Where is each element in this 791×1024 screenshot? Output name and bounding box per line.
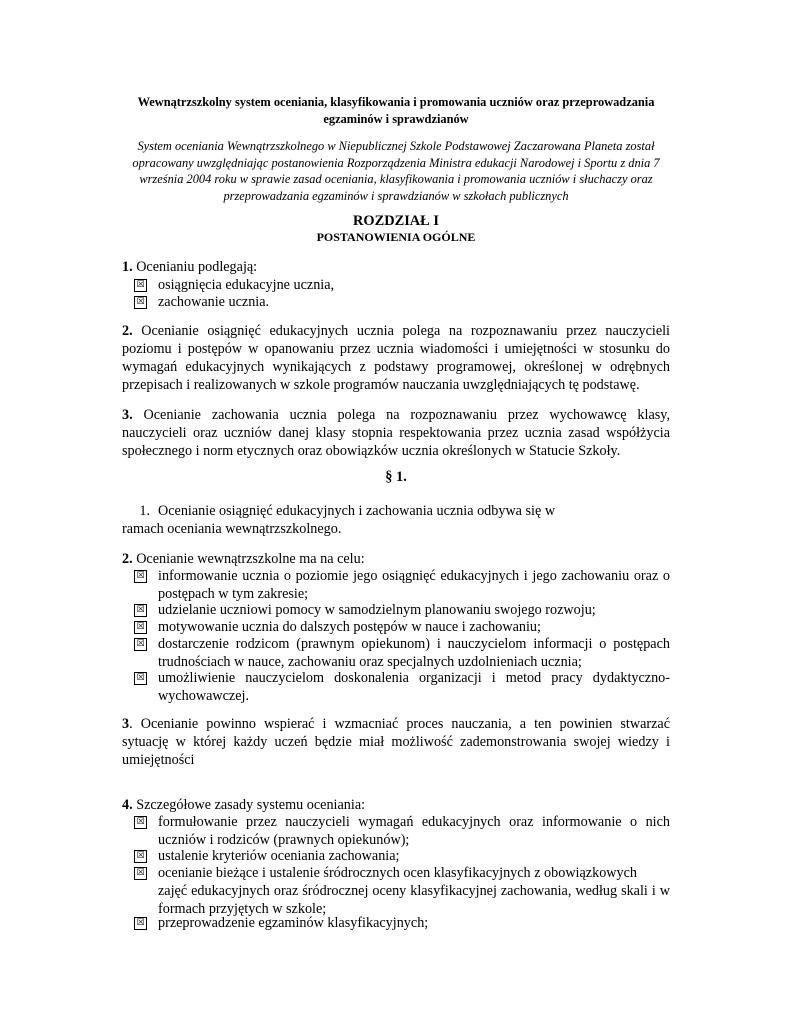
point-1 <box>122 502 670 538</box>
text-line: wymagań edukacyjnych wynikających z podstawy programowej, określonej w odrębnych <box>122 359 670 375</box>
text-line: formułowanie przez nauczycieli wymagań edukacyjnych oraz informowanie o nich <box>158 814 670 830</box>
text-line: umiejętności <box>122 752 195 768</box>
checkbox-icon: ☒ <box>134 570 147 583</box>
line-text: Ocenianie zachowania ucznia polega na rozpoznawaniu przez wychowawcę klasy, <box>132 407 670 423</box>
point-3 <box>122 715 670 769</box>
checkbox-icon: ☒ <box>134 621 147 634</box>
text-line: sytuację w której każdy uczeń będzie miał możliwość zademonstrowania swojej wiedzy i <box>122 734 670 750</box>
checkbox-icon: ☒ <box>134 917 147 930</box>
section-number: 2. <box>122 323 133 339</box>
section-text: Ocenianiu podlegają: <box>132 259 258 275</box>
list-item-text <box>158 669 670 705</box>
list-item-text: udzielanie uczniowi pomocy w samodzielnym planowaniu swojego rozwoju; <box>158 602 596 618</box>
checkbox-icon: ☒ <box>134 604 147 617</box>
list-item-text: motywowanie ucznia do dalszych postępów w nauce i zachowaniu; <box>158 619 541 635</box>
text-line: trudnościach w nauce, zachowaniu oraz specjalnych uzdolnieniach ucznia; <box>158 654 582 670</box>
point-number: 1. <box>139 503 150 519</box>
text-line: społecznego i norm etycznych oraz obowiązków ucznia określonych w Statucie Szkoły. <box>122 443 621 459</box>
point-2-heading <box>122 550 670 568</box>
text-line <box>122 322 670 340</box>
list-item-text <box>158 813 670 849</box>
section-3 <box>122 406 670 460</box>
title-line: Wewnątrzszkolny system oceniania, klasyfikowania i promowania uczniów oraz przeprowadzania <box>137 95 655 109</box>
section-text: Szczegółowe zasady systemu oceniania: <box>132 797 366 813</box>
text-line <box>122 715 670 733</box>
line-text: Ocenianie osiągnięć edukacyjnych i zachowania ucznia odbywa się w <box>158 503 556 519</box>
chapter-title: ROZDZIAŁ I <box>353 213 439 229</box>
list-item-text <box>158 567 670 603</box>
text-line <box>122 502 670 520</box>
text-line: dostarczenie rodzicom (prawnym opiekunom) i nauczycielom informacji o postępach <box>158 636 670 652</box>
list-item-text: osiągnięcia edukacyjne ucznia, <box>158 277 335 293</box>
text-line: postępach w tym zakresie; <box>158 586 309 602</box>
subtitle-line: opracowany uwzględniając postanowienia Rozporządzenia Ministra edukacji Narodowej i Sportu z dnia 7 <box>132 155 660 170</box>
text-line: poziomu i postępów w opanowaniu przez ucznia wiadomości i umiejętności w stosunku do <box>122 341 670 357</box>
section-number: 1. <box>122 259 133 275</box>
section-number: 3. <box>122 407 133 423</box>
subtitle-line: System oceniania Wewnątrzszkolnego w Niepublicznej Szkole Podstawowej Zaczarowana Planeta został <box>137 139 655 153</box>
section-text: Ocenianie wewnątrzszkolne ma na celu: <box>132 551 365 567</box>
list-item-text <box>158 864 670 918</box>
list-item-text <box>158 635 670 671</box>
text-line <box>122 406 670 424</box>
checkbox-icon: ☒ <box>134 816 147 829</box>
line-text: Ocenianie osiągnięć edukacyjnych ucznia polega na rozpoznawaniu przez nauczycieli <box>132 323 670 339</box>
section-number: 2. <box>122 551 133 567</box>
checkbox-icon: ☒ <box>134 867 147 880</box>
document-title <box>122 94 670 128</box>
checkbox-icon: ☒ <box>134 296 147 309</box>
text-line: przepisach i realizowanych w szkole programów nauczania uwzględniających tę podstawę. <box>122 377 640 393</box>
point-4-heading <box>122 796 670 814</box>
checkbox-icon: ☒ <box>134 279 147 292</box>
text-line: formach przyjętych w szkole; <box>158 901 327 917</box>
list-item-text: zachowanie ucznia. <box>158 294 270 310</box>
text-line: nauczycieli oraz uczniów danej klasy stopnia respektowania przez ucznia zasad współżycia <box>122 425 670 441</box>
section-number: 3 <box>122 716 130 732</box>
checkbox-icon: ☒ <box>134 638 147 651</box>
section-2 <box>122 322 670 394</box>
text-line: umożliwienie nauczycielom doskonalenia organizacji i metod pracy dydaktyczno- <box>158 670 670 686</box>
title-line: egzaminów i sprawdzianów <box>323 112 469 126</box>
subtitle-line: przeprowadzania egzaminów i sprawdzianów w szkołach publicznych <box>223 188 569 203</box>
paragraph-mark: § 1. <box>385 469 407 485</box>
text-line: wychowawczej. <box>158 688 249 704</box>
text-line: ramach oceniania wewnątrzszkolnego. <box>122 521 342 537</box>
section-number: 4. <box>122 797 133 813</box>
list-item-text: przeprowadzenie egzaminów klasyfikacyjnych; <box>158 915 429 931</box>
document-subtitle <box>122 138 670 204</box>
chapter-subtitle: POSTANOWIENIA OGÓLNE <box>316 230 476 244</box>
section-1-heading <box>122 258 670 276</box>
checkbox-icon: ☒ <box>134 850 147 863</box>
text-line: ocenianie bieżące i ustalenie śródrocznych ocen klasyfikacyjnych z obowiązkowych <box>158 865 638 881</box>
line-text: . Ocenianie powinno wspierać i wzmacniać proces nauczania, a ten powinien stwarzać <box>129 716 670 732</box>
text-line: zajęć edukacyjnych oraz śródrocznej oceny klasyfikacyjnej zachowania, według skali i w <box>158 883 670 899</box>
checkbox-icon: ☒ <box>134 672 147 685</box>
text-line: informowanie ucznia o poziomie jego osiągnięć edukacyjnych i jego zachowaniu oraz o <box>158 568 670 584</box>
list-item-text: ustalenie kryteriów oceniania zachowania; <box>158 848 400 864</box>
text-line: uczniów i rodziców (prawnych opiekunów); <box>158 832 410 848</box>
subtitle-line: września 2004 roku w sprawie zasad oceniania, klasyfikowania i promowania uczniów i słuchaczy oraz <box>139 172 653 186</box>
